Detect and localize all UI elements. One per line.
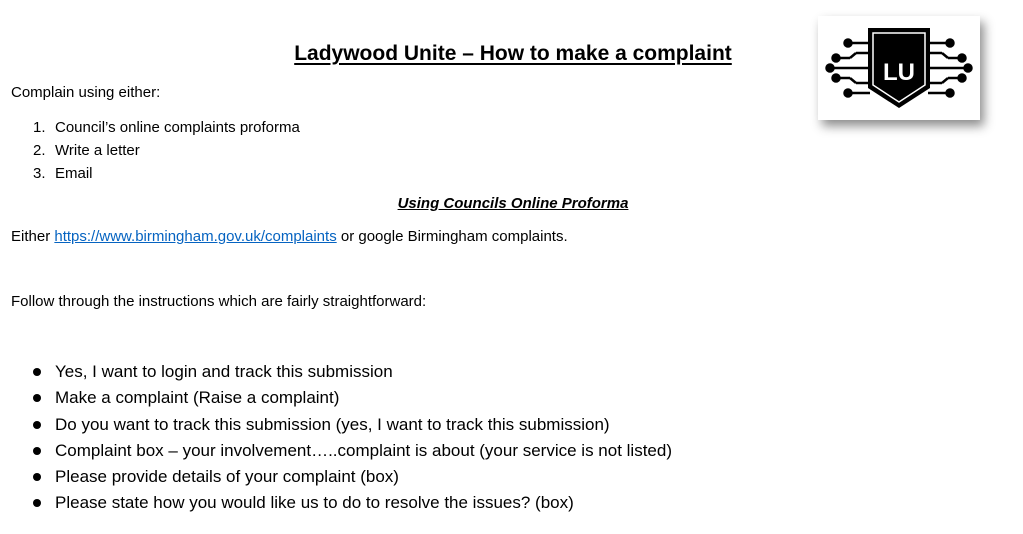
bullet-icon xyxy=(33,394,41,402)
list-number: 1. xyxy=(33,119,46,136)
list-item xyxy=(11,490,672,516)
shield-logo-icon xyxy=(818,16,980,120)
document-title: Ladywood Unite – How to make a complaint xyxy=(294,42,732,65)
follow-instructions-text: Follow through the instructions which are fairly straightforward: xyxy=(11,293,427,310)
list-item xyxy=(11,464,672,490)
list-item-text: Complaint box – your involvement…..complaint is about (your service is not listed) xyxy=(55,440,672,460)
list-item xyxy=(11,385,672,411)
bullet-icon xyxy=(33,447,41,455)
list-item-text: Write a letter xyxy=(55,142,140,159)
list-item-text: Make a complaint (Raise a complaint) xyxy=(55,388,340,408)
list-item-text: Council’s online complaints proforma xyxy=(55,119,300,136)
list-item-text: Please provide details of your complaint (box) xyxy=(55,467,399,487)
list-item-text: Email xyxy=(55,165,93,182)
section-heading: Using Councils Online Proforma xyxy=(397,195,629,212)
list-item xyxy=(11,162,300,185)
ladywood-unite-logo xyxy=(818,16,980,120)
list-item xyxy=(11,359,672,385)
bullet-icon xyxy=(33,421,41,429)
either-prefix: Either xyxy=(11,228,51,245)
list-item xyxy=(11,438,672,464)
bullet-icon xyxy=(33,473,41,481)
list-item-text: Yes, I want to login and track this submission xyxy=(55,362,393,381)
list-number: 2. xyxy=(33,142,46,159)
list-item-text: Do you want to track this submission (yes, I want to track this submission) xyxy=(55,414,610,434)
bullet-icon xyxy=(33,499,41,507)
birmingham-complaints-link[interactable]: https://www.birmingham.gov.uk/complaints xyxy=(54,228,337,245)
complaint-methods-list xyxy=(11,116,300,185)
bullet-icon xyxy=(33,368,41,376)
list-item xyxy=(11,412,672,438)
steps-list xyxy=(11,359,672,517)
intro-text: Complain using either: xyxy=(11,84,161,101)
list-item xyxy=(11,139,300,162)
logo-text: LU xyxy=(883,59,915,86)
list-number: 3. xyxy=(33,165,46,182)
either-line xyxy=(11,228,568,245)
list-item xyxy=(11,116,300,139)
either-suffix: or google Birmingham complaints. xyxy=(336,228,568,245)
list-item-text: Please state how you would like us to do to resolve the issues? (box) xyxy=(55,493,574,513)
